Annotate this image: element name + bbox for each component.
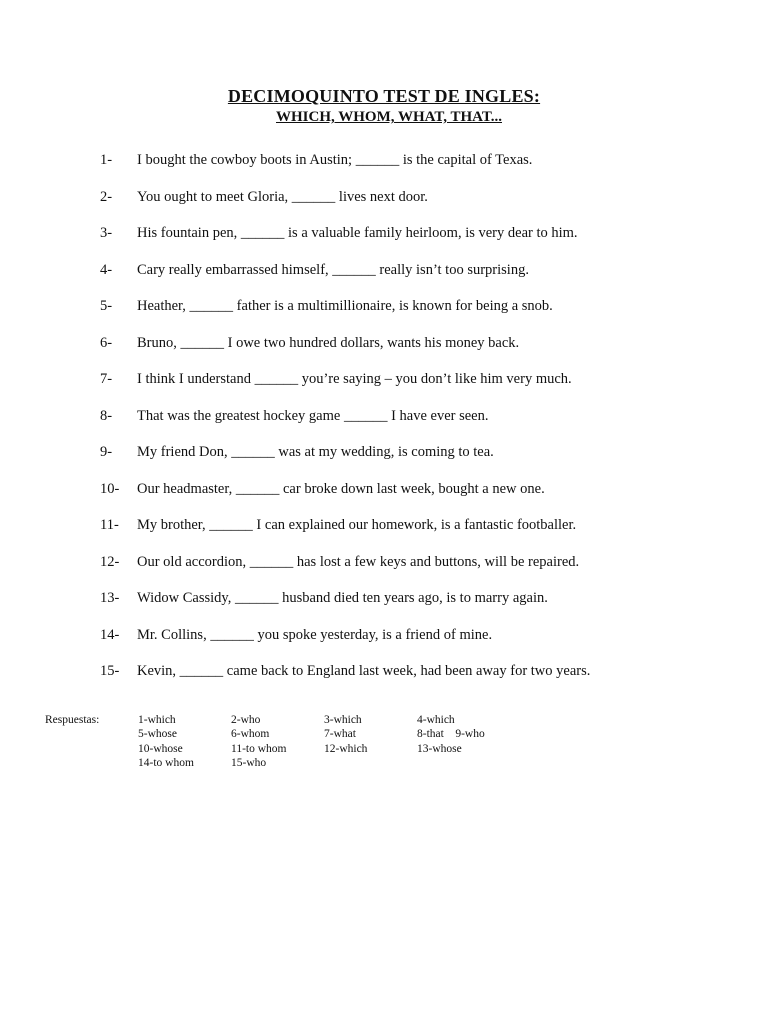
question-text: Kevin, ______ came back to England last week, had been away for two years. [137,663,591,679]
question-text: Cary really embarrassed himself, ______ really isn’t too surprising. [137,261,529,278]
answer-item: 4-which [417,714,455,726]
answer-row [0,727,768,741]
question-item [0,515,768,535]
question-item [0,260,768,280]
question-number: 8- [100,407,113,424]
question-text: Widow Cassidy, ______ husband died ten years ago, is to marry again. [137,590,548,606]
question-item [0,333,768,353]
answer-key [0,713,768,783]
question-text: That was the greatest hockey game ______ I have ever seen. [137,407,489,424]
question-text: His fountain pen, ______ is a valuable family heirloom, is very dear to him. [137,225,578,241]
question-number: 4- [100,261,113,278]
answer-item: 14-to whom [138,756,194,769]
question-item [0,552,768,572]
question-number: 5- [100,298,113,314]
answer-item: 5-whose [138,728,177,741]
question-text: Mr. Collins, ______ you spoke yesterday, is a friend of mine. [137,626,493,643]
question-number: 9- [100,444,113,460]
answer-item: 8-that 9-who [417,728,485,741]
question-item [0,479,768,499]
answer-key-label: Respuestas: [45,714,100,726]
question-item [0,187,768,207]
question-text: I bought the cowboy boots in Austin; ______ is the capital of Texas. [137,152,533,168]
question-number: 7- [100,371,113,387]
answer-item: 3-which [324,714,362,726]
question-item [0,406,768,426]
question-number: 10- [100,480,120,497]
question-item [0,625,768,645]
answer-item: 15-who [231,756,267,769]
answer-item: 7-what [324,728,356,741]
question-text: You ought to meet Gloria, ______ lives next door. [137,188,428,205]
question-number: 1- [100,152,113,168]
question-item [0,442,768,462]
question-number: 15- [100,663,120,679]
page-subtitle: WHICH, WHOM, WHAT, THAT... [276,109,502,125]
answer-item: 12-which [324,742,368,755]
question-number: 3- [100,225,113,241]
answer-item: 1-which [138,714,176,726]
question-text: Bruno, ______ I owe two hundred dollars, wants his money back. [137,334,520,351]
question-number: 13- [100,590,120,606]
question-number: 2- [100,188,113,205]
question-item [0,661,768,681]
answer-row [0,756,768,770]
answer-item: 2-who [231,714,261,726]
answer-item: 11-to whom [231,742,287,755]
page-title: DECIMOQUINTO TEST DE INGLES: [227,86,541,106]
question-item [0,588,768,608]
question-number: 14- [100,626,120,643]
question-item [0,369,768,389]
answer-item: 13-whose [417,742,462,755]
answer-item: 10-whose [138,742,183,755]
question-text: I think I understand ______ you’re saying – you don’t like him very much. [137,371,572,387]
answer-row [0,742,768,756]
question-text: My friend Don, ______ was at my wedding, is coming to tea. [137,444,494,460]
question-text: Our old accordion, ______ has lost a few keys and buttons, will be repaired. [137,553,580,570]
answer-item: 6-whom [231,728,270,741]
question-text: My brother, ______ I can explained our homework, is a fantastic footballer. [137,517,577,533]
question-text: Heather, ______ father is a multimillionaire, is known for being a snob. [137,298,553,314]
answer-row [0,713,768,727]
question-item [0,150,768,170]
question-number: 6- [100,334,113,351]
question-item [0,296,768,316]
question-text: Our headmaster, ______ car broke down last week, bought a new one. [137,480,545,497]
question-number: 12- [100,553,120,570]
question-number: 11- [100,517,119,533]
question-item [0,223,768,243]
